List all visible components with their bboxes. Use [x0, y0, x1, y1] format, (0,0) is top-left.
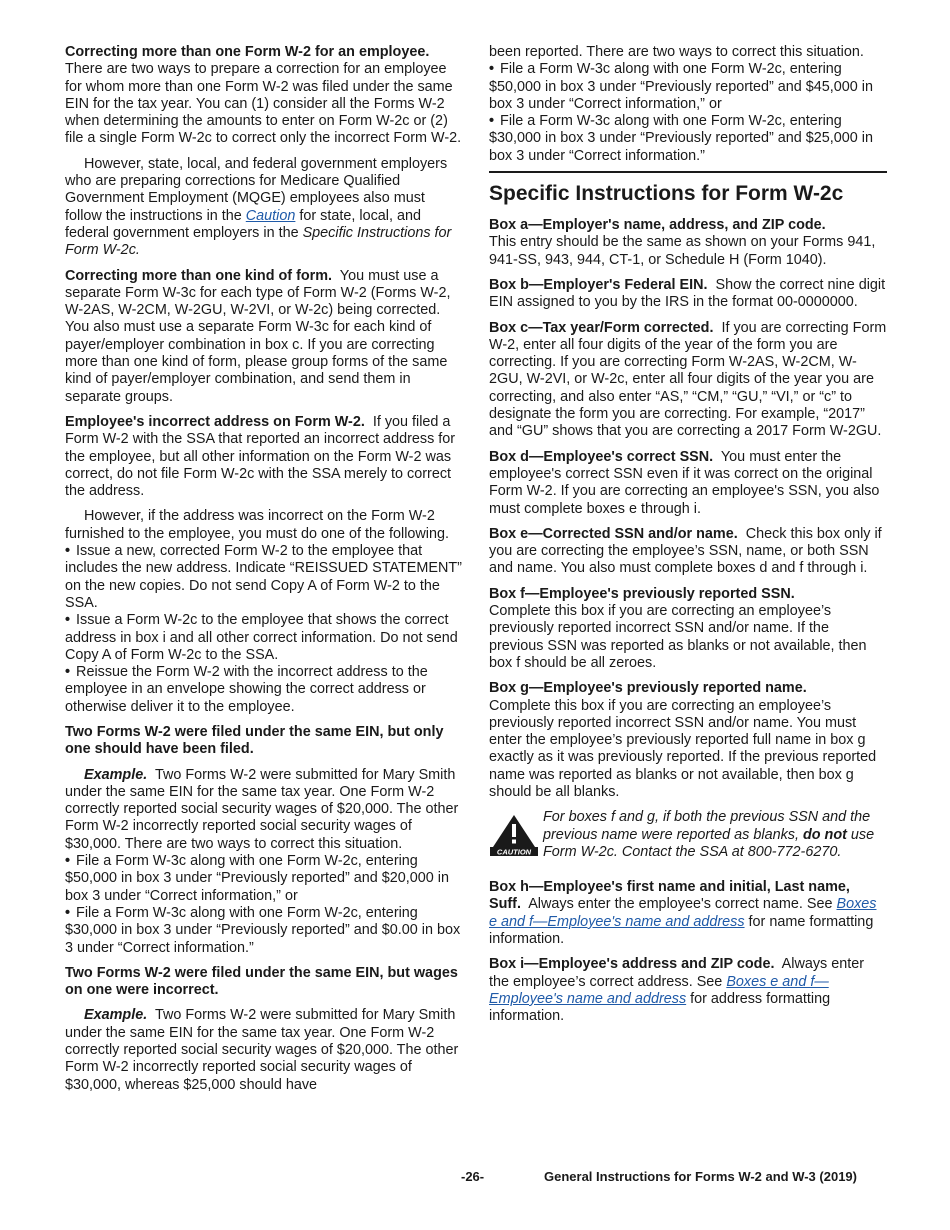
bullet-item: • Reissue the Form W-2 with the incorrect address to the employee in an envelope showing the correct address or otherwise deliver it to the employee. [65, 664, 463, 716]
subheading-wages-incorrect [65, 965, 463, 1000]
emphasis-text: do not [802, 826, 847, 843]
section-divider [489, 171, 887, 173]
box-heading: Box h—Employee's first name and initial, Last name, Suff. [489, 879, 850, 913]
page-number: -26- [461, 1169, 485, 1184]
caution-note [489, 809, 887, 861]
run-in-heading: Employee's incorrect address on Form W-2. [65, 413, 365, 430]
paragraph-text: You must enter the employee's correct SSN even if it was correct on the original Form W-2. If you are correcting an employee's SSN, you also must complete boxes e through i. [489, 448, 880, 517]
paragraph-text: for state, local, and federal government employers in the [65, 207, 421, 241]
box-h-entry [489, 879, 887, 948]
paragraph-text: Complete this box if you are correcting an employee’s previously reported incorrect SSN and/or name. If the previous SSN was reported as blanks or not available, then box f should be all zeroes. [489, 603, 867, 671]
paragraph-multiple-w2 [65, 44, 463, 148]
paragraph-text: There are two ways to prepare a correction for an employee for whom more than one Form W-2 was filed under the same EIN for the tax year. You can (1) consider all the Forms W-2 when determining the amounts to enter on Form W-2c or (2) file a single Form W-2c to correct only the incorrect Form W-2. [65, 61, 462, 147]
paragraph-more-than-one-kind [65, 268, 463, 406]
example-2 [65, 1007, 463, 1093]
paragraph-text: For boxes f and g, if both the previous SSN and the previous name were reported as blanks, [543, 809, 871, 843]
box-heading: Box e—Corrected SSN and/or name. [489, 525, 738, 542]
box-g-entry [489, 680, 887, 801]
bullet-item: • Issue a Form W-2c to the employee that shows the correct address in box i and all other correct information. Do not send Copy A of Form W-2c to the SSA. [65, 612, 463, 664]
bullet-item: • File a Form W-3c along with one Form W-2c, entering $30,000 in box 3 under “Previously reported” and $0.00 in box 3 under “Correct information.” [65, 905, 463, 957]
bullet-item: • File a Form W-3c along with one Form W-2c, entering $50,000 in box 3 under “Previously reported” and $20,000 in box 3 under “Correct information,” or [65, 853, 463, 905]
boxes-e-f-link[interactable]: Boxes e and f—Employee's name and address [489, 896, 877, 930]
box-heading: Box a—Employer's name, address, and ZIP code. [489, 217, 826, 234]
paragraph-text: for name formatting information. [489, 913, 874, 948]
paragraph-text: You must use a separate Form W-3c for each type of Form W-2 (Forms W-2, W-2AS, W-2CM, W-2GU, W-2VI, or W-2c) being corrected. You also must use a separate Form W-3c for each kind of payer/employer combination in box c. If you are correcting more than one kind of form, please group forms of the same kind of payer/employer combination, and send them in separate groups. [65, 267, 451, 405]
run-in-heading: Two Forms W-2 were filed under the same EIN, but only one should have been filed. [65, 723, 444, 758]
paragraph-address-however: However, if the address was incorrect on the Form W-2 furnished to the employee, you must do one of the following. [65, 508, 449, 542]
caution-label: CAUTION [496, 847, 532, 857]
caution-link[interactable]: Caution [245, 207, 296, 224]
box-heading: Box g—Employee's previously reported name. [489, 680, 807, 697]
paragraph-text: . [135, 242, 140, 259]
paragraph-text: Always enter the employee's correct name. See [528, 896, 837, 913]
run-in-heading: Two Forms W-2 were filed under the same EIN, but wages on one were incorrect. [65, 964, 458, 999]
example-1 [65, 767, 463, 853]
paragraph-text: use Form W-2c. Contact the SSA at 800-772-6270. [543, 826, 875, 860]
caution-text [489, 809, 887, 861]
box-i-entry [489, 956, 887, 1025]
box-a-entry [489, 217, 887, 269]
boxes-e-f-link[interactable]: Boxes e and f—Employee's name and address [489, 973, 829, 1007]
paragraph-text: Always enter the employee’s correct address. See [489, 956, 865, 990]
right-column [489, 44, 887, 1034]
box-heading: Box i—Employee's address and ZIP code. [489, 956, 775, 973]
paragraph-text: Two Forms W-2 were submitted for Mary Smith under the same EIN for the same tax year. One Form W-2 correctly reported social security wages of $20,000. The other Form W-2 incorrectly reported social security wages of $30,000, whereas $25,000 should have [65, 1007, 459, 1093]
paragraph-mqge [65, 156, 463, 260]
paragraph-text: for address formatting information. [489, 990, 831, 1025]
continued-paragraph: been reported. There are two ways to correct this situation. [489, 44, 864, 60]
example-label: Example. [84, 766, 148, 783]
box-d-entry [489, 449, 887, 518]
run-in-heading: Correcting more than one kind of form. [65, 267, 333, 284]
box-c-entry [489, 320, 887, 441]
paragraph-text: This entry should be the same as shown on your Forms 941, 941-SS, 943, 944, CT-1, or Schedule H (Form 1040). [489, 234, 876, 268]
box-heading: Box f—Employee's previously reported SSN. [489, 585, 795, 602]
italic-reference: Specific Instructions for Form W-2c [65, 224, 452, 259]
box-e-entry [489, 526, 887, 578]
caution-icon [489, 813, 539, 857]
box-heading: Box b—Employer's Federal EIN. [489, 276, 708, 293]
paragraph-text: Check this box only if you are correcting the employee’s SSN, name, or both SSN and name. You also must complete boxes d and f through i. [489, 525, 882, 577]
section-heading: Specific Instructions for Form W-2c [489, 182, 844, 206]
paragraph-text: Two Forms W-2 were submitted for Mary Smith under the same EIN for the same tax year. One Form W-2 correctly reported social security wages of $20,000. The other Form W-2 incorrectly reported social security wages of $30,000. There are two ways to correct this situation. [65, 766, 459, 852]
run-in-heading: Correcting more than one Form W-2 for an employee. [65, 44, 430, 60]
paragraph-text: If you are correcting Form W-2, enter all four digits of the year of the form you are correcting. If you are correcting Form W-2AS, W-2CM, W-2GU, W-2VI, or W-2c, enter all four digits of the year you are correcting, and also enter “AS,” “CM,” “GU,” “VI,” or “c” to designate the form you are correcting. For example, “2017” and “GU” shows that you are correcting a 2017 Form W-2GU. [489, 319, 887, 440]
box-heading: Box d—Employee's correct SSN. [489, 448, 714, 465]
paragraph-text: Show the correct nine digit EIN assigned to you by the IRS in the format 00-0000000. [489, 276, 886, 311]
bullet-item: • File a Form W-3c along with one Form W-2c, entering $30,000 in box 3 under “Previously reported” and $25,000 in box 3 under “Correct information.” [489, 113, 887, 165]
left-column [65, 44, 463, 1102]
example-label: Example. [84, 1007, 148, 1024]
subheading-one-should-be-filed [65, 724, 463, 759]
paragraph-text: Complete this box if you are correcting an employee’s previously reported incorrect SSN and/or name. You must enter the employee’s previously reported full name in box g exactly as it was previously reported. If the previous reported name was reported as blanks or not available, then box g should be all blanks. [489, 697, 877, 800]
paragraph-incorrect-address [65, 414, 463, 500]
box-f-entry [489, 586, 887, 672]
paragraph-text: However, state, local, and federal government employers who are preparing corrections for Medicare Qualified Government Employment (MQGE) employees also must follow the instructions in the [65, 155, 448, 224]
box-b-entry [489, 277, 887, 312]
document-title: General Instructions for Forms W-2 and W-3 (2019) [544, 1169, 857, 1184]
box-heading: Box c—Tax year/Form corrected. [489, 319, 714, 336]
bullet-item: • File a Form W-3c along with one Form W-2c, entering $50,000 in box 3 under “Previously reported” and $45,000 in box 3 under “Correct information,” or [489, 61, 887, 113]
bullet-item: • Issue a new, corrected Form W-2 to the employee that includes the new address. Indicate “REISSUED STATEMENT” on the new copies. Do not send Copy A of Form W-2 to the SSA. [65, 543, 463, 612]
paragraph-text: If you filed a Form W-2 with the SSA that reported an incorrect address for the employee, but all other information on the Form W-2 was correct, do not file Form W-2c with the SSA merely to correct the address. [65, 413, 456, 500]
